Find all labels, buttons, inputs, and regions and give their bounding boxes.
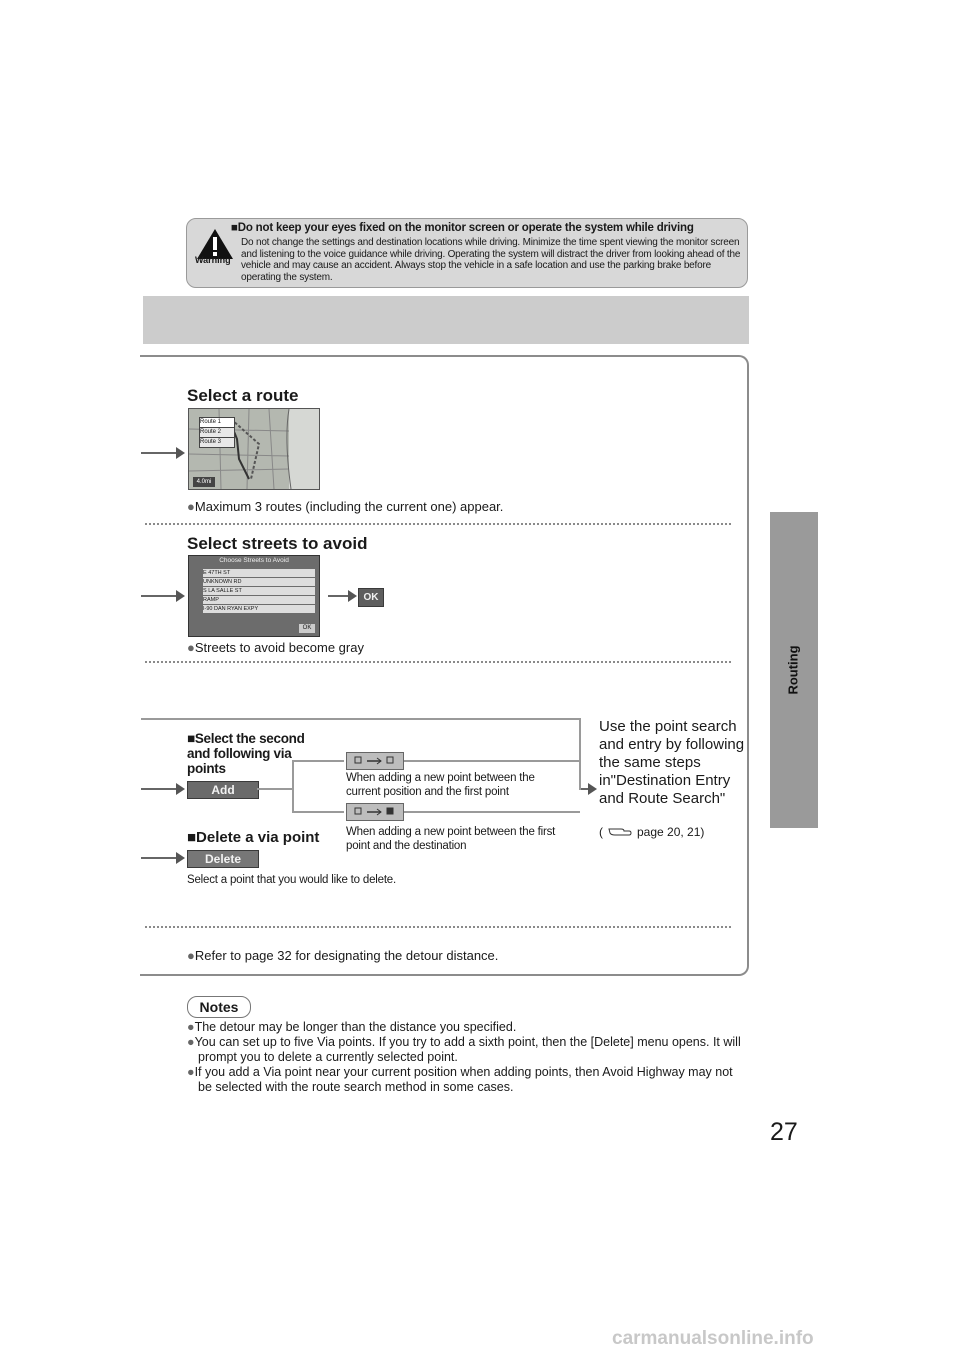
delete-title: ■Delete a via point: [187, 829, 320, 846]
warning-title: ■Do not keep your eyes fixed on the monitor screen or operate the system while driving: [231, 222, 694, 234]
detour-note: ●Refer to page 32 for designating the detour distance.: [187, 948, 499, 963]
connector-line: [257, 788, 293, 790]
connector-line: [403, 811, 580, 813]
note-item: ●You can set up to five Via points. If you try to add a sixth point, then the [Delete] menu opens. It will prompt you to delete a currently selected point.: [187, 1035, 741, 1064]
avoid-row: E 47TH ST: [203, 569, 315, 577]
dotted-divider: [145, 523, 731, 525]
add-button[interactable]: Add: [187, 781, 259, 799]
connector-line: [403, 760, 580, 762]
avoid-row: RAMP: [203, 596, 315, 604]
route-item-2: Route 2: [199, 427, 235, 438]
note-item: ●The detour may be longer than the distance you specified.: [187, 1020, 517, 1034]
connector-line: [292, 760, 294, 812]
page-number: 27: [770, 1118, 798, 1146]
insert-point-icon: [347, 753, 403, 769]
warning-icon-label: Warning: [195, 255, 231, 265]
connector-line: [579, 718, 581, 790]
insert-before-destination-button[interactable]: [346, 803, 404, 821]
avoid-streets-screen: [188, 555, 320, 637]
watermark: carmanualsonline.info: [612, 1328, 814, 1349]
dotted-divider: [145, 661, 731, 663]
route-map-screen: [188, 408, 320, 490]
avoid-note: ●Streets to avoid become gray: [187, 640, 364, 655]
avoid-row: I-90 DAN RYAN EXPY: [203, 605, 315, 613]
step-arrow: [141, 788, 183, 790]
step-arrow: [328, 595, 355, 597]
option-1-text: When adding a new point between the current position and the first point: [346, 772, 535, 798]
dotted-divider: [145, 926, 731, 928]
avoid-screen-title: Choose Streets to Avoid: [219, 557, 289, 564]
warning-box: [186, 218, 748, 288]
connector-line: [141, 718, 581, 720]
delete-note: Select a point that you would like to delete.: [187, 874, 397, 886]
section-side-label: Routing: [785, 645, 801, 695]
warning-icon: [195, 227, 235, 273]
via-second-title: ■Select the second and following via points: [187, 731, 305, 776]
warning-body: Do not change the settings and destination locations while driving. Minimize the time spent viewing the monitor screen and listening to the voice guidance while driving. Operating the system will distract the driver from looking ahead of the vehicle and may cause an accident. Always stop the vehicle in a safe location and use the parking brake before operating the system.: [241, 237, 741, 283]
option-2-text: When adding a new point between the first point and the destination: [346, 826, 556, 852]
insert-before-first-button[interactable]: [346, 752, 404, 770]
route-item-1: Route 1: [199, 417, 235, 428]
page-reference: ( page 20, 21): [599, 825, 705, 839]
notes-badge: Notes: [187, 996, 251, 1018]
delete-button[interactable]: Delete: [187, 850, 259, 868]
ok-button[interactable]: OK: [358, 588, 384, 607]
select-route-title: Select a route: [187, 386, 299, 405]
avoid-row: UNKNOWN RD: [203, 578, 315, 586]
side-instruction: Use the point search and entry by following the same steps in"Destination Entry and Route Search": [599, 718, 745, 807]
pointing-hand-icon: [607, 825, 633, 837]
step-arrow: [141, 595, 183, 597]
avoid-row: S LA SALLE ST: [203, 587, 315, 595]
connector-line: [292, 760, 344, 762]
connector-line: [292, 811, 344, 813]
avoid-screen-ok: OK: [299, 624, 315, 633]
route-item-3: Route 3: [199, 437, 235, 448]
avoid-title: Select streets to avoid: [187, 534, 368, 553]
step-arrow: [141, 452, 183, 454]
map-scale: 4.0mi: [193, 477, 215, 487]
insert-point-icon: [347, 804, 403, 820]
note-item: ●If you add a Via point near your current position when adding points, then Avoid Highway may not be selected with the route search method in some cases.: [187, 1065, 733, 1094]
select-route-note: ●Maximum 3 routes (including the current one) appear.: [187, 499, 504, 514]
step-arrow: [581, 788, 595, 790]
step-arrow: [141, 857, 183, 859]
section-header-bar: [143, 296, 749, 344]
